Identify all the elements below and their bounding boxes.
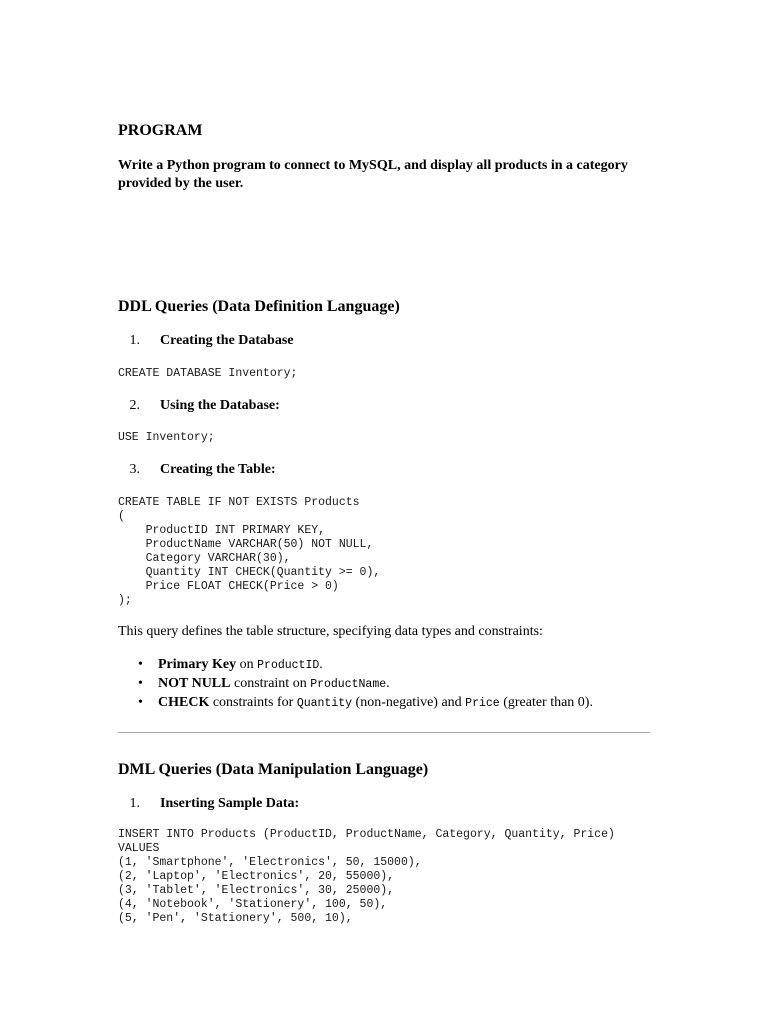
bullet-code: ProductName	[310, 678, 387, 691]
ddl-code-create-database: CREATE DATABASE Inventory;	[118, 367, 298, 380]
ddl-description: This query defines the table structure, specifying data types and constraints:	[118, 624, 543, 639]
step-label: Creating the Table:	[160, 462, 276, 477]
bullet-text: .	[386, 676, 390, 691]
bullet-term: Primary Key	[158, 657, 237, 672]
bullet-term: NOT NULL	[158, 676, 231, 691]
step-number: 1.	[129, 796, 140, 811]
step-number: 3.	[129, 462, 140, 477]
bullet-text: .	[319, 657, 323, 672]
step-number: 1.	[129, 333, 140, 348]
list-item	[138, 656, 593, 675]
bullet-text: constraints for	[209, 695, 297, 710]
list-item	[138, 675, 593, 694]
dml-step-1	[118, 796, 299, 812]
list-item	[138, 694, 593, 713]
bullet-icon: •	[138, 695, 143, 710]
bullet-text: (greater than 0).	[499, 695, 593, 710]
step-number: 2.	[129, 398, 140, 413]
dml-code-insert: INSERT INTO Products (ProductID, ProductName, Category, Quantity, Price) VALUES (1, 'Smartphone', 'Electronics', 50, 15000), (2, 'Laptop', 'Electronics', 20, 55000), (3, 'Tablet', 'Electronics', 30, 25000), (4, 'Notebook', 'Stationery', 100, 50), (5, 'Pen', 'Stationery', 500, 10),	[118, 828, 615, 925]
constraints-list	[118, 656, 593, 713]
ddl-code-use-database: USE Inventory;	[118, 431, 215, 444]
bullet-term: CHECK	[158, 695, 210, 710]
program-heading: PROGRAM	[118, 122, 203, 139]
bullet-icon: •	[138, 657, 143, 672]
step-label: Creating the Database	[160, 333, 294, 348]
dml-heading: DML Queries (Data Manipulation Language)	[118, 761, 429, 778]
bullet-text: constraint on	[230, 676, 311, 691]
bullet-text: (non-negative) and	[352, 695, 466, 710]
ddl-step-3	[118, 462, 276, 478]
bullet-icon: •	[138, 676, 143, 691]
ddl-step-1	[118, 333, 294, 349]
bullet-code: ProductID	[257, 659, 320, 672]
step-label: Using the Database:	[160, 398, 280, 413]
ddl-code-create-table: CREATE TABLE IF NOT EXISTS Products ( ProductID INT PRIMARY KEY, ProductName VARCHAR(50) NOT NULL, Category VARCHAR(30), Quantity INT CHECK(Quantity >= 0), Price FLOAT CHECK(Price > 0) );	[118, 496, 381, 607]
section-divider	[118, 732, 650, 733]
bullet-code: Price	[465, 697, 500, 710]
ddl-step-2	[118, 398, 280, 414]
ddl-heading: DDL Queries (Data Definition Language)	[118, 298, 400, 315]
bullet-code: Quantity	[296, 697, 353, 710]
step-label: Inserting Sample Data:	[160, 796, 300, 811]
bullet-text: on	[236, 657, 258, 672]
task-statement: Write a Python program to connect to MySQL, and display all products in a category provided by the user.	[118, 158, 628, 191]
